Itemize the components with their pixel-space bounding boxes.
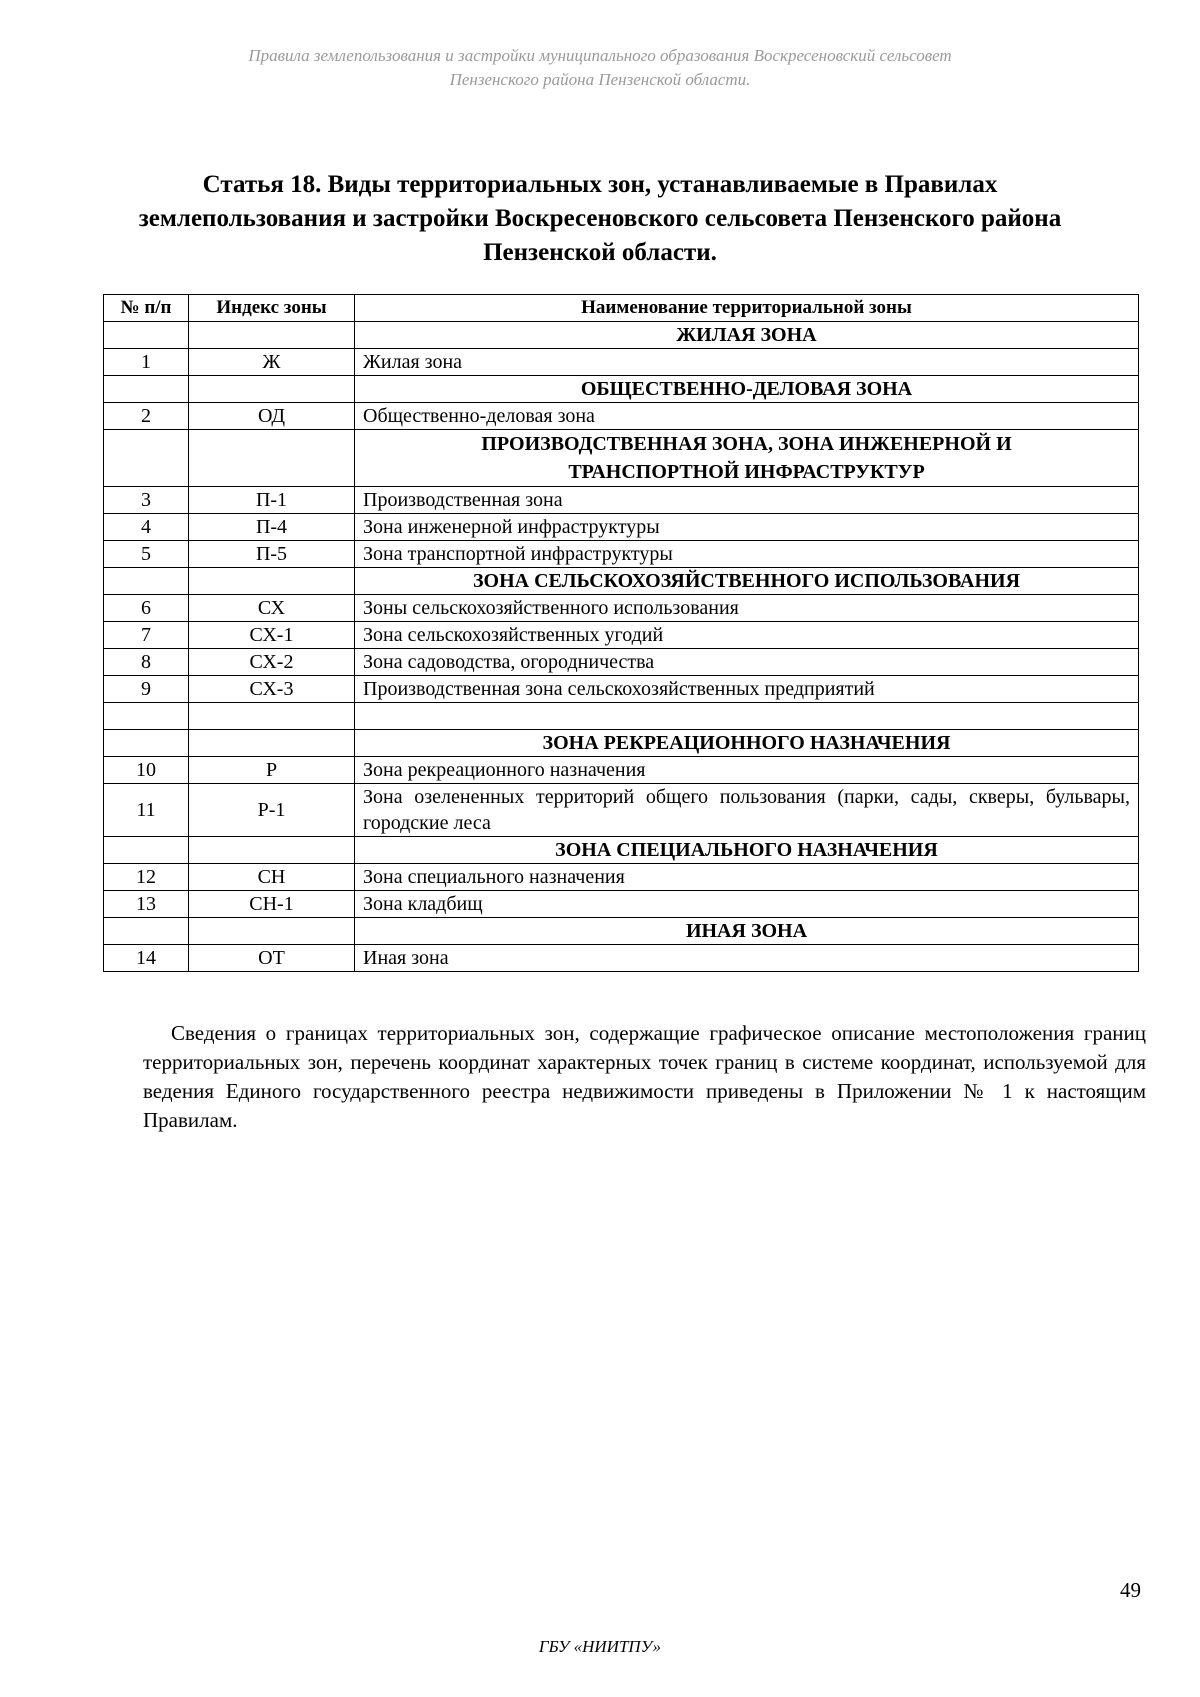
row-number: 7 (104, 622, 189, 649)
zone-name: Зона кладбищ (355, 891, 1139, 918)
section-residential: ЖИЛАЯ ЗОНА (355, 322, 1139, 349)
zone-index: Ж (189, 349, 355, 376)
running-header-line-2: Пензенского района Пензенской области. (449, 70, 751, 89)
page-number: 49 (1120, 1578, 1141, 1602)
table-row (104, 622, 1139, 649)
row-number: 5 (104, 541, 189, 568)
zone-name: Зона инженерной инфраструктуры (355, 514, 1139, 541)
zone-index: П-4 (189, 514, 355, 541)
table-row (104, 649, 1139, 676)
zone-name: Иная зона (355, 945, 1139, 972)
section-row (104, 322, 1139, 349)
section-recreational: ЗОНА РЕКРЕАЦИОННОГО НАЗНАЧЕНИЯ (355, 730, 1139, 757)
running-header (150, 44, 1050, 92)
table-header-row (104, 295, 1139, 322)
table-row (104, 757, 1139, 784)
section-row (104, 918, 1139, 945)
zone-index: СХ (189, 595, 355, 622)
table-row (104, 487, 1139, 514)
row-number: 9 (104, 676, 189, 703)
zone-name: Зона рекреационного назначения (355, 757, 1139, 784)
empty-row (104, 703, 1139, 730)
zone-index: СН-1 (189, 891, 355, 918)
zone-name: Зоны сельскохозяйственного использования (355, 595, 1139, 622)
row-number: 10 (104, 757, 189, 784)
row-number: 3 (104, 487, 189, 514)
row-number: 14 (104, 945, 189, 972)
section-row (104, 837, 1139, 864)
zone-index: ОД (189, 403, 355, 430)
zone-name: Зона садоводства, огородничества (355, 649, 1139, 676)
zone-name: Зона транспортной инфраструктуры (355, 541, 1139, 568)
section-special: ЗОНА СПЕЦИАЛЬНОГО НАЗНАЧЕНИЯ (355, 837, 1139, 864)
table-row (104, 541, 1139, 568)
row-number: 2 (104, 403, 189, 430)
zone-index: ОТ (189, 945, 355, 972)
zone-name: Общественно-деловая зона (355, 403, 1139, 430)
footer-organization: ГБУ «НИИТПУ» (538, 1637, 662, 1656)
table-row (104, 864, 1139, 891)
table-row (104, 349, 1139, 376)
section-business: ОБЩЕСТВЕННО-ДЕЛОВАЯ ЗОНА (355, 376, 1139, 403)
zone-name: Зона специального назначения (355, 864, 1139, 891)
table-row (104, 595, 1139, 622)
row-number: 12 (104, 864, 189, 891)
row-number: 13 (104, 891, 189, 918)
zone-index: Р-1 (189, 784, 355, 837)
zone-index: П-5 (189, 541, 355, 568)
section-row (104, 376, 1139, 403)
zone-index: СХ-3 (189, 676, 355, 703)
column-header-name: Наименование территориальной зоны (355, 295, 1139, 322)
section-row (104, 730, 1139, 757)
zone-index: СХ-2 (189, 649, 355, 676)
column-header-number: № п/п (104, 295, 189, 322)
table-row (104, 891, 1139, 918)
zone-name: Производственная зона (355, 487, 1139, 514)
row-number: 8 (104, 649, 189, 676)
column-header-index: Индекс зоны (189, 295, 355, 322)
body-paragraph: Сведения о границах территориальных зон, содержащие графическое описание местоположения границ территориальных зон, перечень координат характерных точек границ в системе координат, используемой для ведения Единого государственного реестра недвижимости приведены в Приложении № 1 к настоящим Правилам. (143, 1021, 1146, 1132)
zone-name: Зона озелененных территорий общего пользования (парки, сады, скверы, бульвары, городские леса (355, 784, 1139, 837)
row-number: 6 (104, 595, 189, 622)
zone-name: Жилая зона (355, 349, 1139, 376)
zone-name: Производственная зона сельскохозяйственных предприятий (355, 676, 1139, 703)
row-number: 1 (104, 349, 189, 376)
row-number: 11 (104, 784, 189, 837)
zone-name: Зона сельскохозяйственных угодий (355, 622, 1139, 649)
section-row (104, 568, 1139, 595)
section-other: ИНАЯ ЗОНА (355, 918, 1139, 945)
section-industrial (355, 430, 1139, 487)
zone-index: П-1 (189, 487, 355, 514)
section-industrial-line-2: ТРАНСПОРТНОЙ ИНФРАСТРУКТУР (568, 461, 925, 483)
table-row (104, 784, 1139, 837)
zone-index: СН (189, 864, 355, 891)
running-header-line-1: Правила землепользования и застройки муниципального образования Воскресеновский сельсовет (248, 46, 952, 65)
section-agricultural: ЗОНА СЕЛЬСКОХОЗЯЙСТВЕННОГО ИСПОЛЬЗОВАНИЯ (355, 568, 1139, 595)
zone-index: Р (189, 757, 355, 784)
article-title: Статья 18. Виды территориальных зон, устанавливаемые в Правилах землепользования и застройки Воскресеновского сельсовета Пензенского района Пензенской области. (138, 171, 1062, 266)
table-row (104, 945, 1139, 972)
row-number: 4 (104, 514, 189, 541)
zone-index: СХ-1 (189, 622, 355, 649)
section-row (104, 430, 1139, 487)
table-row (104, 514, 1139, 541)
table-row (104, 676, 1139, 703)
table-row (104, 403, 1139, 430)
territorial-zones-table (103, 294, 1139, 972)
section-industrial-line-1: ПРОИЗВОДСТВЕННАЯ ЗОНА, ЗОНА ИНЖЕНЕРНОЙ И (481, 433, 1012, 455)
